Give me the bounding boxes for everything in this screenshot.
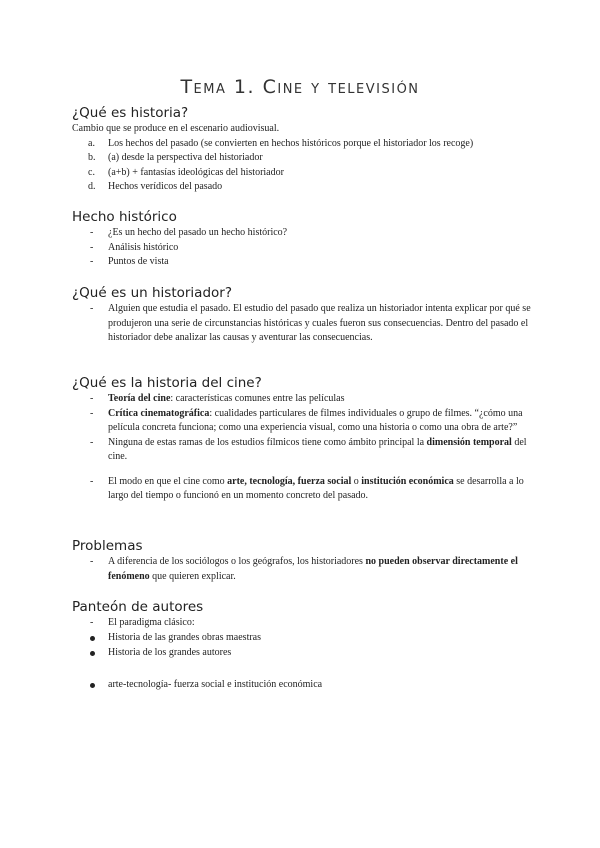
- list-item: [72, 646, 532, 662]
- list-marker: c.: [88, 166, 95, 178]
- section-heading: Hecho histórico: [72, 209, 177, 225]
- dash-marker: -: [90, 617, 94, 628]
- list-item-text: El paradigma clásico:: [108, 617, 195, 628]
- list-item: [72, 475, 532, 504]
- dash-marker: -: [90, 475, 94, 487]
- list-item: [72, 151, 532, 166]
- bold-term: arte, tecnología, fuerza social: [227, 475, 352, 487]
- bullet-icon: [90, 636, 95, 641]
- list-item: [72, 631, 532, 647]
- section-panteon-de-autores: [72, 598, 532, 693]
- list-item-text: Los hechos del pasado (se convierten en hechos históricos porque el historiador los recoge): [108, 137, 474, 149]
- list-item-text: [108, 392, 532, 407]
- dash-marker: -: [90, 436, 94, 448]
- list-marker: a.: [88, 137, 95, 149]
- text-run: del cine.: [108, 436, 527, 462]
- bullet-marker: [72, 646, 108, 662]
- list-item-text: Análisis histórico: [108, 241, 179, 253]
- section-historia-del-cine: [72, 374, 532, 504]
- list-item-text: Hechos verídicos del pasado: [108, 181, 223, 192]
- paragraph: Cambio que se produce en el escenario audiovisual.: [72, 123, 280, 134]
- list-marker: b.: [88, 152, 96, 163]
- bold-term: institución económica: [361, 475, 454, 487]
- text-run: que quieren explicar.: [149, 570, 236, 582]
- section-que-es-historia: [72, 104, 532, 195]
- bold-term: Teoría del cine: [108, 393, 171, 404]
- section-hecho-historico: [72, 208, 532, 270]
- list-item: [72, 392, 532, 407]
- list-item: [72, 407, 532, 436]
- section-heading: ¿Qué es la historia del cine?: [72, 375, 262, 391]
- dash-marker: -: [90, 407, 94, 419]
- list-item: [72, 226, 532, 241]
- list-item: [72, 302, 532, 346]
- list-item: [72, 137, 532, 152]
- section-heading: Panteón de autores: [72, 599, 204, 615]
- text-run: : características comunes entre las películas: [170, 393, 345, 404]
- bold-term: dimensión temporal: [426, 436, 512, 448]
- dash-marker: -: [90, 303, 94, 314]
- list-item: [72, 166, 532, 181]
- list-item-text: Alguien que estudia el pasado. El estudio del pasado que realiza un historiador intenta explicar por qué se produjeron una serie de circunstancias históricas y cuales fueron sus consecuencias. Dentro del pasado el historiador debe analizar las causas y aventurar las consecuencias.: [108, 303, 531, 343]
- list-marker: d.: [88, 181, 96, 192]
- section-problemas: [72, 537, 532, 584]
- text-run: o: [351, 475, 362, 487]
- list-item: [72, 436, 532, 465]
- list-item: [72, 180, 532, 195]
- list-item-text: (a) desde la perspectiva del historiador: [108, 152, 263, 163]
- list-item: [72, 678, 532, 694]
- dash-marker: -: [90, 393, 94, 404]
- list-item-text: ¿Es un hecho del pasado un hecho histórico?: [108, 227, 288, 238]
- bullet-icon: [90, 651, 95, 656]
- list-item: [72, 241, 532, 256]
- list-item-text: [108, 475, 532, 504]
- bullet-marker: [72, 678, 108, 694]
- list-item: [72, 616, 532, 631]
- dash-marker: -: [90, 256, 94, 267]
- list-item: [72, 255, 532, 270]
- list-item-text: [108, 555, 532, 584]
- dash-marker: -: [90, 227, 94, 238]
- bold-term: no pueden observar directamente el fenómeno: [108, 556, 518, 582]
- list-item-text: Historia de las grandes obras maestras: [108, 631, 262, 643]
- list-item-text: Historia de los grandes autores: [108, 647, 232, 658]
- section-heading: ¿Qué es un historiador?: [72, 285, 232, 301]
- list-item-text: (a+b) + fantasías ideológicas del historiador: [108, 166, 284, 178]
- text-run: Ninguna de estas ramas de los estudios fílmicos tiene como ámbito principal la: [108, 436, 427, 448]
- section-que-es-un-historiador: [72, 284, 532, 346]
- page-title: Tema 1. Cine y televisión: [180, 76, 420, 98]
- list-item: [72, 555, 532, 584]
- dash-marker: -: [90, 556, 94, 567]
- section-heading: ¿Qué es historia?: [72, 105, 189, 121]
- bullet-icon: [90, 683, 95, 688]
- text-run: : cualidades particulares de filmes individuales o grupo de filmes. “¿cómo una película concreta funciona; como una experiencia visual, como una historia o como una obra de arte?”: [108, 407, 523, 433]
- list-item-text: arte-tecnología- fuerza social e institución económica: [108, 678, 323, 690]
- text-run: El modo en que el cine como: [108, 475, 228, 487]
- bullet-marker: [72, 631, 108, 647]
- text-run: se desarrolla a lo largo del tiempo o funcionó en un momento concreto del pasado.: [108, 475, 524, 501]
- dash-marker: -: [90, 241, 94, 253]
- list-item-text: Puntos de vista: [108, 256, 169, 267]
- bold-term: Crítica cinematográfica: [108, 407, 210, 419]
- text-run: A diferencia de los sociólogos o los geógrafos, los historiadores: [108, 556, 366, 567]
- list-item-text: [108, 436, 532, 465]
- list-item-text: [108, 407, 532, 436]
- section-heading: Problemas: [72, 538, 143, 554]
